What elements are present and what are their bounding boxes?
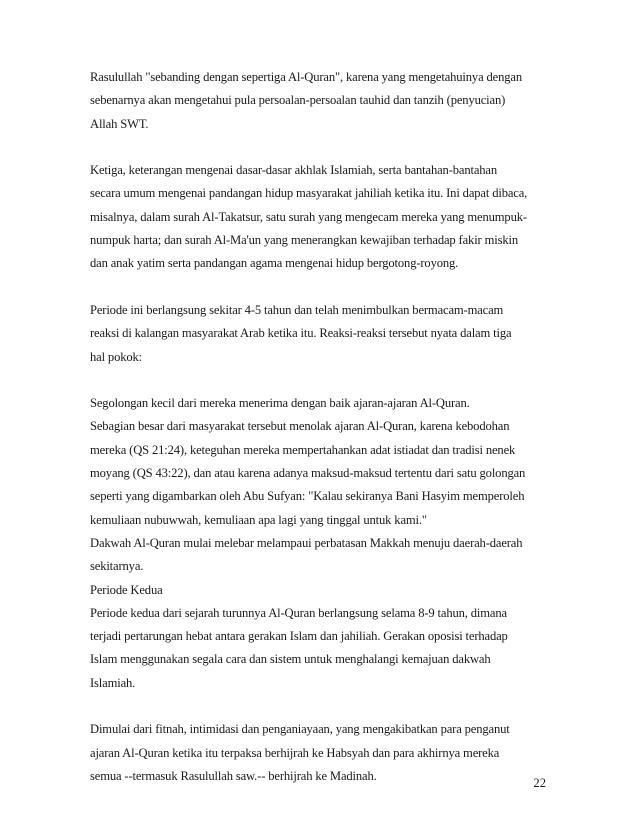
- text-line: Periode kedua dari sejarah turunnya Al-Quran berlangsung selama 8-9 tahun, dimana: [90, 605, 507, 620]
- text-line: Dimulai dari fitnah, intimidasi dan penganiayaan, yang mengakibatkan para penganut: [90, 722, 510, 737]
- paragraph-ketiga: [90, 159, 560, 275]
- section-heading: Periode Kedua: [90, 582, 163, 597]
- page-number: 22: [533, 776, 546, 790]
- text-line: mereka (QS 21:24), keteguhan mereka mempertahankan adat istiadat dan tradisi nenek: [90, 442, 516, 457]
- text-line: Islam menggunakan segala cara dan sistem untuk menghalangi kemajuan dakwah: [90, 652, 491, 667]
- paragraph-spacer: [90, 276, 560, 299]
- body-text: [90, 66, 560, 788]
- text-line: sekitarnya.: [90, 559, 144, 574]
- text-line: secara umum mengenai pandangan hidup masyarakat jahiliah ketika itu. Ini dapat dibaca,: [90, 186, 528, 201]
- text-line: kemuliaan nubuwwah, kemuliaan apa lagi yang tinggal untuk kami.": [90, 512, 427, 527]
- text-line: Periode ini berlangsung sekitar 4-5 tahun dan telah menimbulkan bermacam-macam: [90, 302, 504, 317]
- text-line: numpuk harta; dan surah Al-Ma'un yang menerangkan kewajiban terhadap fakir miskin: [90, 233, 518, 248]
- text-line: Ketiga, keterangan mengenai dasar-dasar akhlak Islamiah, serta bantahan-bantahan: [90, 163, 497, 178]
- text-line: Islamiah.: [90, 675, 136, 690]
- paragraph-reaksi: [90, 392, 560, 695]
- paragraph-spacer: [90, 695, 560, 718]
- text-line: Rasulullah "sebanding dengan sepertiga Al-Quran", karena yang mengetahuinya dengan: [90, 70, 522, 84]
- paragraph-spacer: [90, 136, 560, 159]
- text-line: semua --termasuk Rasulullah saw.-- berhijrah ke Madinah.: [90, 768, 377, 783]
- text-line: Dakwah Al-Quran mulai melebar melampaui perbatasan Makkah menuju daerah-daerah: [90, 535, 523, 550]
- paragraph-dimulai: [90, 718, 560, 788]
- text-line: sebenarnya akan mengetahui pula persoalan-persoalan tauhid dan tanzih (penyucian): [90, 93, 506, 108]
- text-line: Sebagian besar dari masyarakat tersebut menolak ajaran Al-Quran, karena kebodohan: [90, 419, 510, 434]
- text-line: moyang (QS 43:22), dan atau karena adanya maksud-maksud tertentu dari satu golongan: [90, 466, 526, 481]
- paragraph-spacer: [90, 369, 560, 392]
- paragraph-periode: [90, 299, 560, 369]
- text-line: seperti yang digambarkan oleh Abu Sufyan: "Kalau sekiranya Bani Hasyim memperoleh: [90, 489, 525, 504]
- text-line: reaksi di kalangan masyarakat Arab ketika itu. Reaksi-reaksi tersebut nyata dalam tiga: [90, 326, 512, 341]
- text-line: terjadi pertarungan hebat antara gerakan Islam dan jahiliah. Gerakan oposisi terhadap: [90, 629, 508, 644]
- text-line: dan anak yatim serta pandangan agama mengenai hidup bergotong-royong.: [90, 256, 459, 271]
- text-line: hal pokok:: [90, 349, 143, 364]
- text-line: misalnya, dalam surah Al-Takatsur, satu surah yang mengecam mereka yang menumpuk-: [90, 209, 527, 224]
- text-line: ajaran Al-Quran ketika itu terpaksa berhijrah ke Habsyah dan para akhirnya mereka: [90, 745, 500, 760]
- paragraph-tauhid: [90, 66, 560, 136]
- text-line: Allah SWT.: [90, 116, 149, 131]
- text-line: Segolongan kecil dari mereka menerima dengan baik ajaran-ajaran Al-Quran.: [90, 396, 470, 411]
